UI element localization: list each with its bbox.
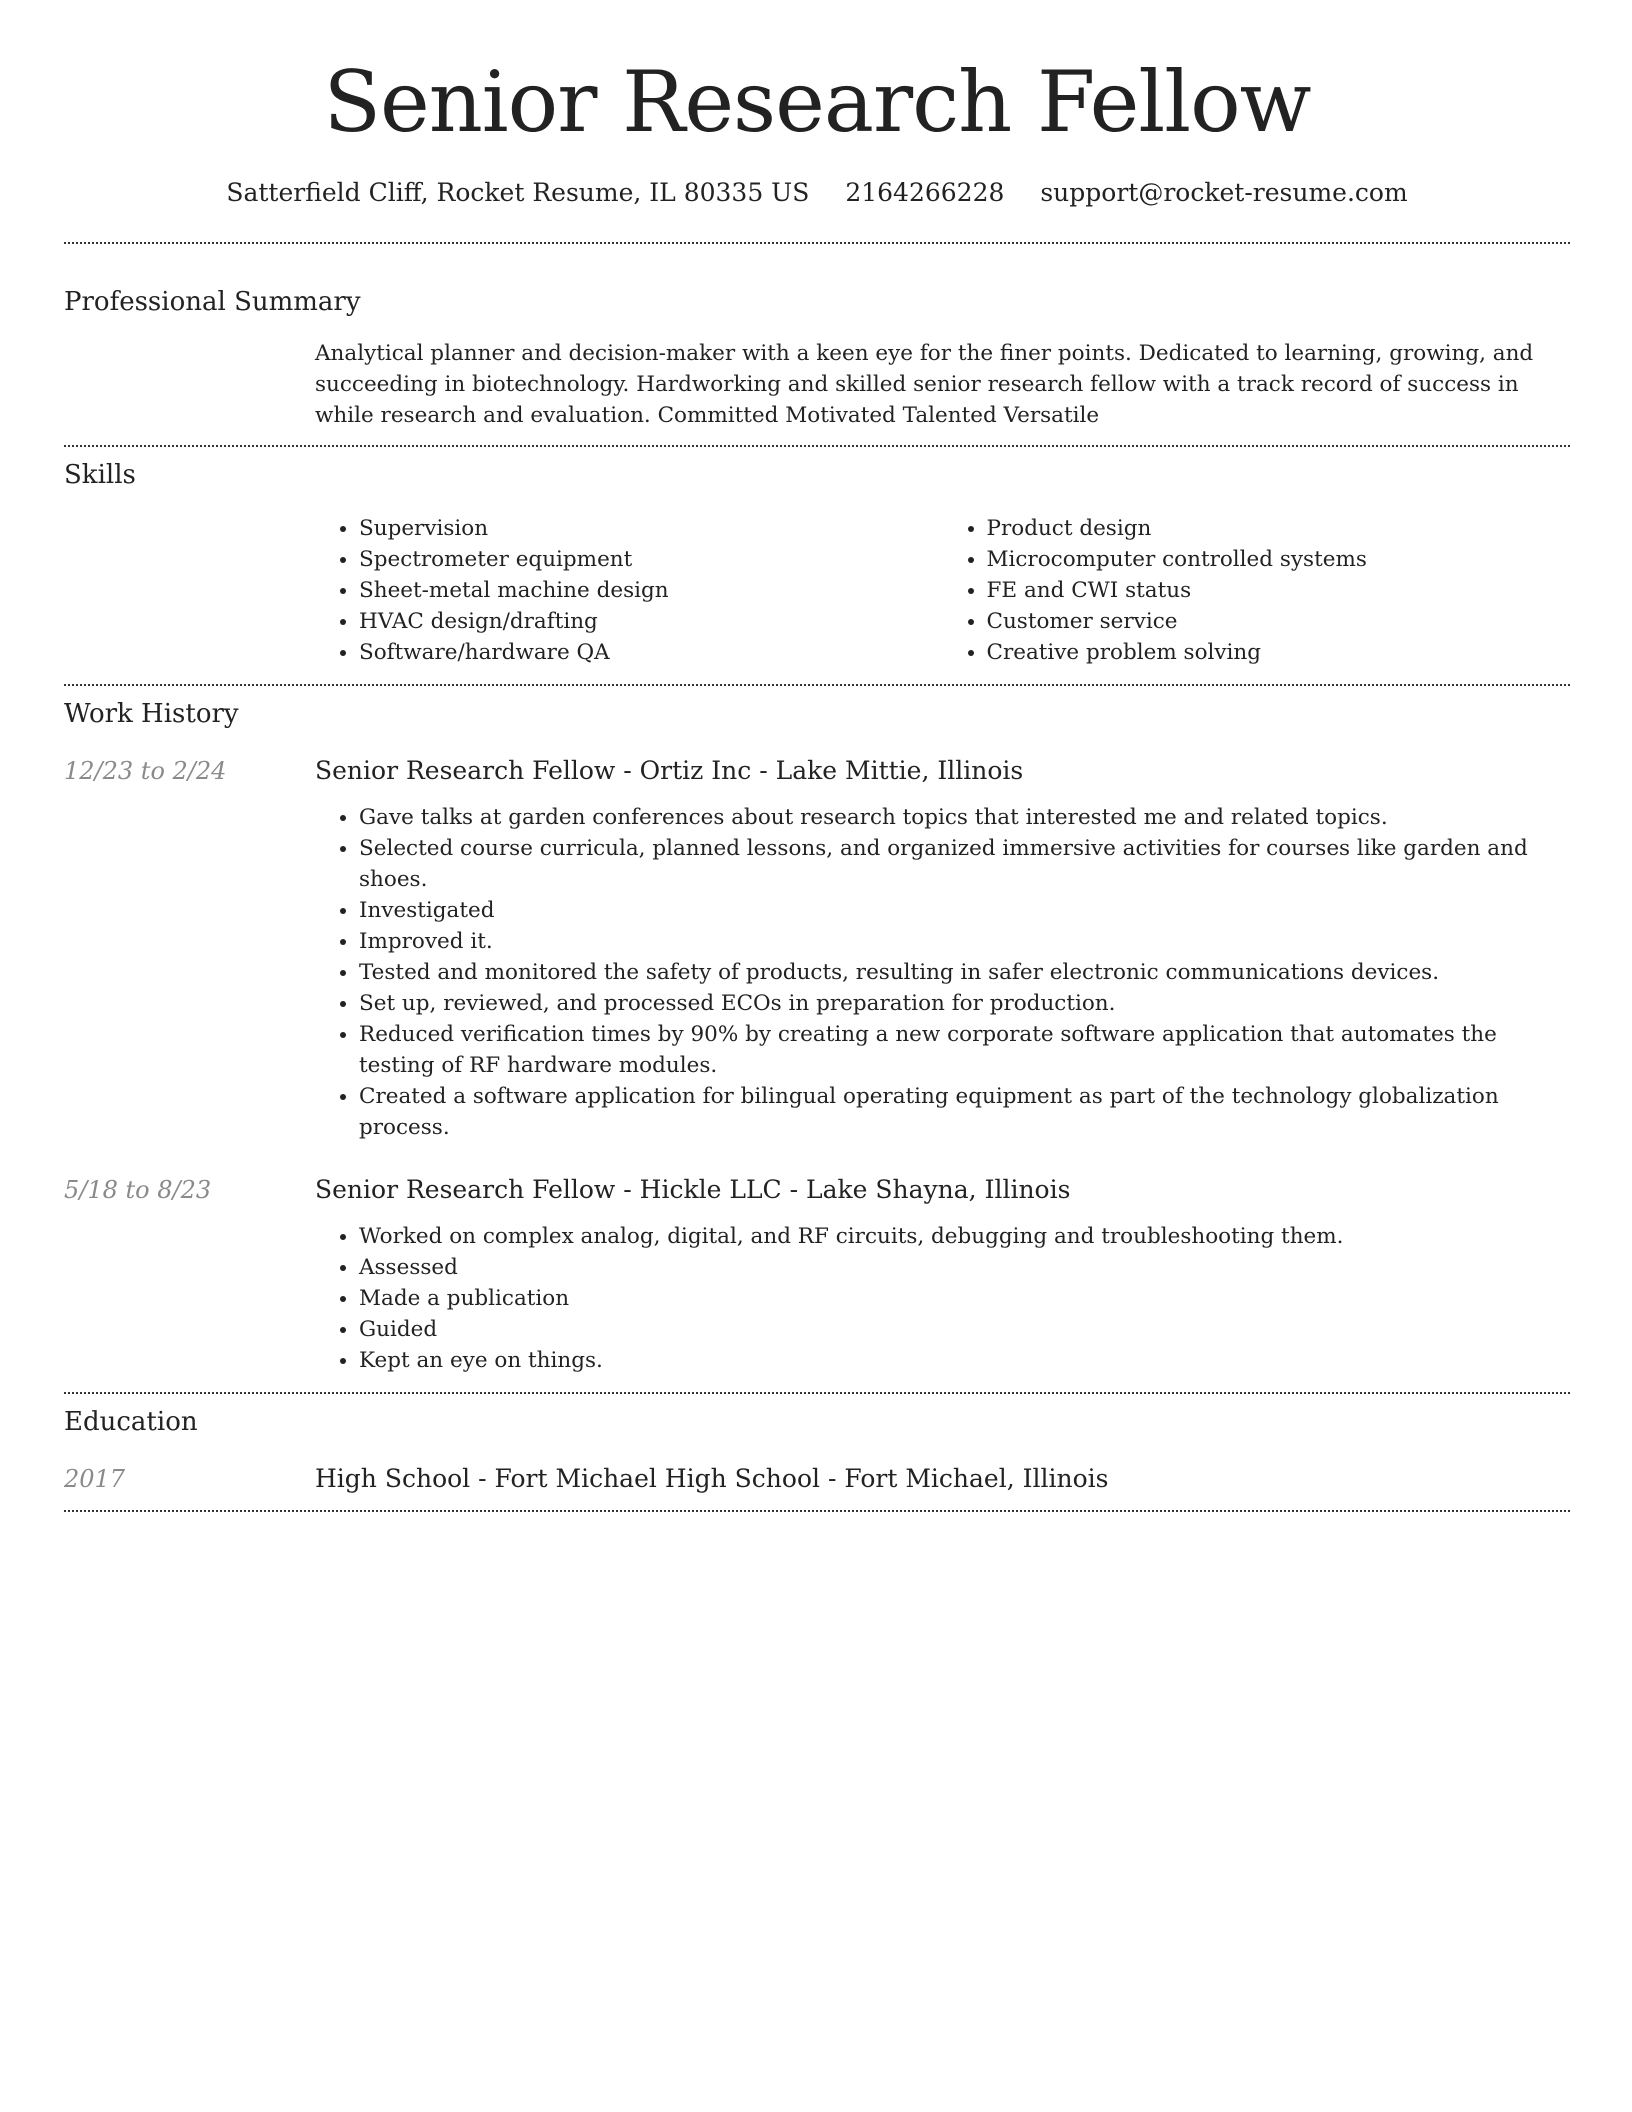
resume-page [64, 0, 1570, 1512]
job-entry [64, 1173, 1570, 1376]
candidate-name: Senior Research Fellow [323, 53, 1311, 151]
skill-item: • Sheet-metal machine design [359, 575, 943, 606]
education-section [64, 1394, 1570, 1496]
job-bullets [315, 802, 1570, 1143]
skill-item: • Microcomputer controlled systems [987, 544, 1571, 575]
job-bullet: • Tested and monitored the safety of products, resulting in safer electronic communications devices. [359, 957, 1570, 988]
summary-text: Analytical planner and decision-maker with a keen eye for the finer points. Dedicated to learning, growing, and succeeding in biotechnology. Hardworking and skilled senior research fellow with a track record of success in while research and evaluation. Committed Motivated Talented Versatile [315, 341, 1534, 428]
job-entry [64, 754, 1570, 1143]
skill-item: • FE and CWI status [987, 575, 1571, 606]
work-history-section [64, 686, 1570, 1376]
job-date: 12/23 to 2/24 [64, 757, 227, 785]
job-details [315, 802, 1570, 1143]
job-bullet: • Made a publication [359, 1283, 1570, 1314]
work-history-title: Work History [64, 699, 239, 729]
skill-item: • Creative problem solving [987, 637, 1571, 668]
education-title: Education [64, 1407, 198, 1437]
education-entry [64, 1462, 1570, 1496]
skills-section [64, 447, 1570, 668]
job-bullet: • Selected course curricula, planned lessons, and organized immersive activities for courses like garden and shoes. [359, 833, 1570, 895]
summary-content [315, 338, 1570, 431]
job-bullet: • Assessed [359, 1252, 1570, 1283]
skills-column-left [315, 513, 943, 668]
skill-item: • Spectrometer equipment [359, 544, 943, 575]
job-bullets [315, 1221, 1570, 1376]
skills-title: Skills [64, 460, 136, 490]
job-bullet: • Investigated [359, 895, 1570, 926]
job-bullet: • Improved it. [359, 926, 1570, 957]
job-bullet: • Worked on complex analog, digital, and RF circuits, debugging and troubleshooting them. [359, 1221, 1570, 1252]
skill-item: • Software/hardware QA [359, 637, 943, 668]
job-bullet: • Reduced verification times by 90% by creating a new corporate software application that automates the testing of RF hardware modules. [359, 1019, 1570, 1081]
job-bullet: • Set up, reviewed, and processed ECOs in preparation for production. [359, 988, 1570, 1019]
job-bullet: • Guided [359, 1314, 1570, 1345]
divider [64, 1510, 1570, 1512]
skills-column-right [943, 513, 1571, 668]
summary-section [64, 244, 1570, 431]
resume-header [64, 0, 1570, 210]
skills-list [315, 513, 1570, 668]
contact-phone: 2164266228 [845, 178, 1005, 207]
job-bullet: • Gave talks at garden conferences about research topics that interested me and related topics. [359, 802, 1570, 833]
contact-email: support@rocket-resume.com [1040, 178, 1408, 207]
skill-item: • HVAC design/drafting [359, 606, 943, 637]
job-bullet: • Created a software application for bilingual operating equipment as part of the technology globalization process. [359, 1081, 1570, 1143]
job-details [315, 1221, 1570, 1376]
contact-address: Satterfield Cliff, Rocket Resume, IL 80335 US [226, 178, 810, 207]
contact-line [64, 176, 1570, 210]
skill-item: • Product design [987, 513, 1571, 544]
education-heading: High School - Fort Michael High School - Fort Michael, Illinois [315, 1464, 1109, 1493]
summary-title: Professional Summary [64, 287, 361, 317]
skill-item: • Customer service [987, 606, 1571, 637]
job-heading: Senior Research Fellow - Ortiz Inc - Lake Mittie, Illinois [315, 756, 1024, 785]
skill-item: • Supervision [359, 513, 943, 544]
job-date: 5/18 to 8/23 [64, 1176, 212, 1204]
job-bullet: • Kept an eye on things. [359, 1345, 1570, 1376]
job-heading: Senior Research Fellow - Hickle LLC - Lake Shayna, Illinois [315, 1175, 1071, 1204]
education-date: 2017 [64, 1465, 126, 1493]
